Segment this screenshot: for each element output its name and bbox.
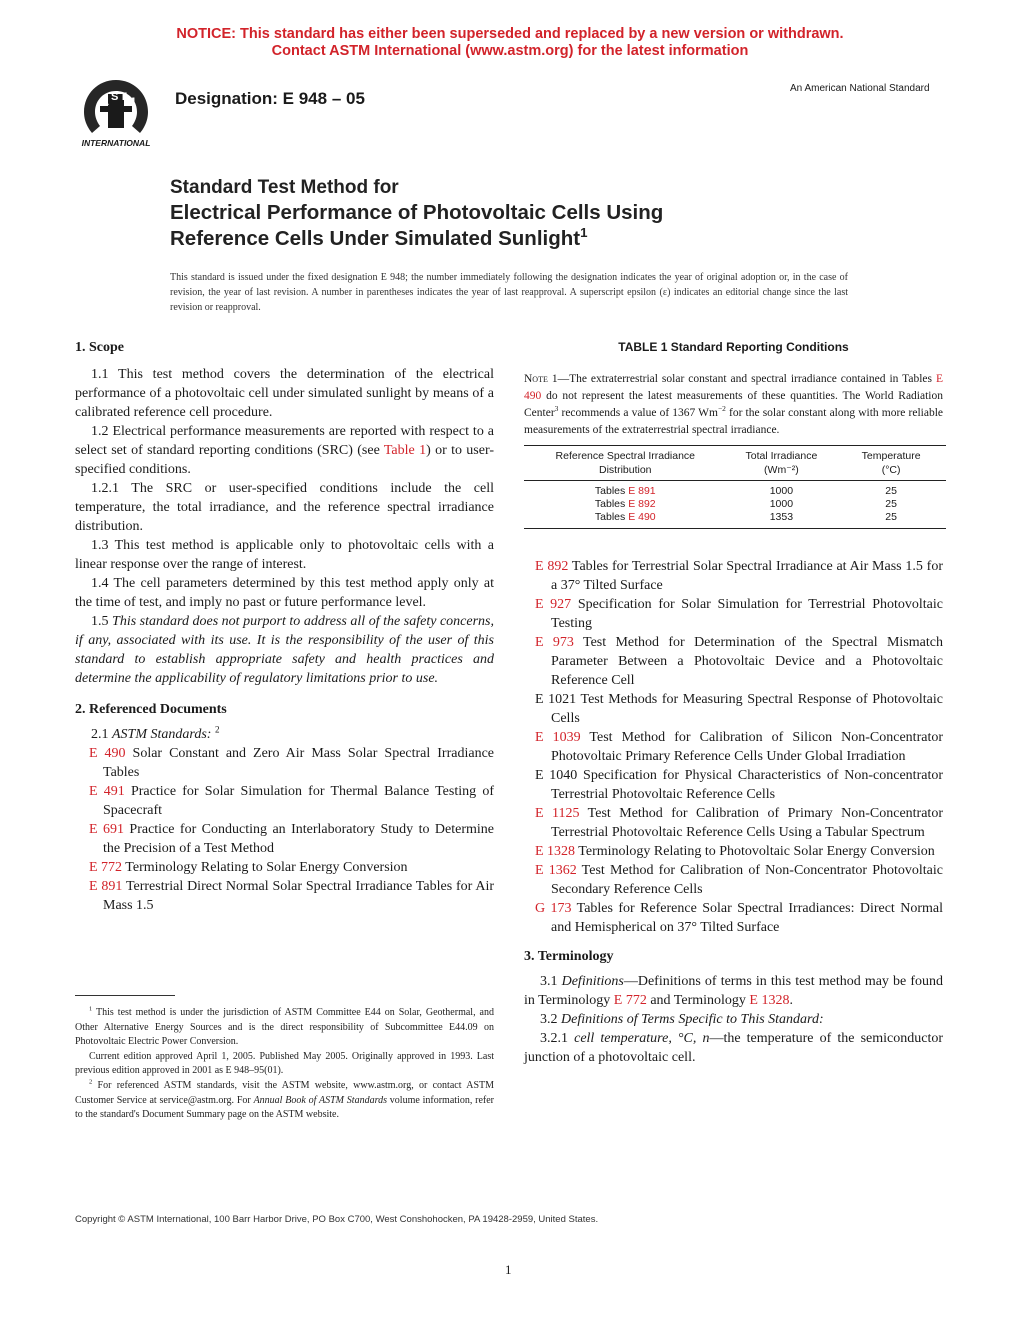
- reference-e490: [75, 744, 494, 782]
- para-3-2-1: 3.2.1 cell temperature, °C, n—the temperature of the semiconductor junction of a photovoltaic cell.: [524, 1031, 944, 1065]
- reference-e772: [75, 858, 494, 877]
- table-row: [524, 481, 946, 499]
- column-header-total-irradiance: Total Irradiance (Wm⁻²): [727, 446, 837, 481]
- issuance-statement: This standard is issued under the fixed designation E 948; the number immediately following the designation indicates the year of original adoption or, in the case of revision, the year of last revision. A number in parentheses indicates the year of last reapproval. A superscript epsilon (ε) indicates an editorial change since the last revision or reapproval.: [170, 272, 848, 313]
- table-row: [524, 511, 946, 529]
- reference-e691: [75, 820, 494, 858]
- footnote-divider: [75, 995, 175, 996]
- reference-code: E 1040: [535, 768, 578, 783]
- title-line-2: Electrical Performance of Photovoltaic Cells Using: [170, 201, 664, 224]
- terminology-e772-link[interactable]: E 772: [613, 993, 647, 1008]
- reference-e973: [524, 633, 943, 690]
- document-title: [170, 176, 663, 252]
- reference-code[interactable]: G 173: [535, 901, 572, 916]
- reference-title: Solar Constant and Zero Air Mass Solar Spectral Irradiance Tables: [103, 746, 494, 780]
- logo-subtitle: INTERNATIONAL: [81, 138, 151, 148]
- reference-code[interactable]: E 927: [535, 597, 572, 612]
- page-number: 1: [505, 1262, 512, 1277]
- para-3-1: 3.1 Definitions—Definitions of terms in this test method may be found in Terminology E 772 and Terminology E 1328.: [524, 974, 944, 1008]
- reference-code[interactable]: E 973: [535, 635, 574, 650]
- para-1-2: 1.2 Electrical performance measurements are reported with respect to a select set of standard reporting conditions (SRC) (see Table 1) or to user-specified conditions.: [75, 424, 494, 477]
- reference-e1328: [524, 842, 943, 861]
- reference-title: Tables for Reference Solar Spectral Irradiances: Direct Normal and Hemispherical on 37° Tilted Surface: [551, 901, 943, 935]
- standard-reporting-conditions-table: [524, 445, 946, 529]
- irradiance-cell: 1000: [769, 498, 794, 510]
- reference-g173: [524, 899, 943, 937]
- table-header-row: [524, 446, 946, 481]
- table-standard-link[interactable]: E 891: [628, 485, 656, 497]
- distribution-cell: Tables E 891: [594, 485, 656, 497]
- referenced-documents-heading: 2. Referenced Documents: [75, 702, 227, 717]
- svg-text:S: S: [111, 91, 119, 103]
- reference-e892: [524, 557, 943, 595]
- para-1-1: 1.1 This test method covers the determination of the electrical performance of a photovoltaic cell under simulated sunlight by means of a calibrated reference cell procedure.: [75, 367, 494, 420]
- para-1-5: 1.5 This standard does not purport to address all of the safety concerns, if any, associated with its use. It is the responsibility of the user of this standard to establish appropriate safety and health practices and determine the applicability of regulatory limitations prior to use.: [75, 614, 494, 686]
- svg-text:M: M: [126, 96, 136, 108]
- reference-code: E 1021: [535, 692, 577, 707]
- table-standard-link[interactable]: E 892: [628, 498, 656, 510]
- reference-code[interactable]: E 491: [89, 784, 125, 799]
- para-1-3: 1.3 This test method is applicable only to photovoltaic cells with a linear response over the range of interest.: [75, 538, 494, 572]
- table-standard-link[interactable]: E 490: [628, 511, 656, 523]
- reference-title: Specification for Physical Characteristics of Non-concentrator Terrestrial Photovoltaic Reference Cells: [551, 768, 943, 802]
- reference-e1125: [524, 804, 943, 842]
- designation: Designation: E 948 – 05: [175, 89, 365, 108]
- footnote-2: $^2$ For referenced ASTM standards, visit the ASTM website, www.astm.org, or contact ASTM Customer Service at service@astm.org. For Annual Book of ASTM Standards volume information, refer to the standard's Document Summary page on the ASTM website.: [75, 1078, 494, 1121]
- table-1-title: TABLE 1 Standard Reporting Conditions: [618, 340, 849, 354]
- left-column: [75, 338, 494, 915]
- footnote-1-edition: Current edition approved April 1, 2005. Published May 2005. Originally approved in 1993. Last previous edition approved in 2001 as E 948–95(01).: [75, 1050, 494, 1077]
- reference-e927: [524, 595, 943, 633]
- column-header-distribution: Reference Spectral Irradiance Distribution: [524, 446, 727, 481]
- reference-code[interactable]: E 490: [89, 746, 126, 761]
- reference-e1040: [524, 766, 943, 804]
- reference-e1362: [524, 861, 943, 899]
- right-column: [524, 338, 943, 1067]
- reference-title: Test Methods for Measuring Spectral Response of Photovoltaic Cells: [551, 692, 943, 726]
- reference-title: Terrestrial Direct Normal Solar Spectral Irradiance Tables for Air Mass 1.5: [103, 879, 494, 913]
- footnotes: [75, 1006, 494, 1123]
- astm-logo: [70, 76, 162, 152]
- table-1-note: Note 1—The extraterrestrial solar constant and spectral irradiance contained in Tables E 490 do not represent the latest measurements of these quantities. The World Radiation Center$^3$ recommends a value of 1367 $Wm^{-2}$ for the solar constant along with more reliable measurements of the extraterrestrial spectral irradiance.: [524, 373, 943, 436]
- title-line-1: Standard Test Method for: [170, 177, 399, 198]
- scope-heading: 1. Scope: [75, 340, 124, 355]
- title-line-3: Reference Cells Under Simulated Sunlight: [170, 227, 581, 250]
- reference-title: Tables for Terrestrial Solar Spectral Irradiance at Air Mass 1.5 for a 37° Tilted Surface: [551, 559, 943, 593]
- terminology-e1328-link[interactable]: E 1328: [749, 993, 790, 1008]
- copyright: Copyright © ASTM International, 100 Barr Harbor Drive, PO Box C700, West Conshohocken, PA 19428-2959, United States.: [75, 1214, 599, 1225]
- reference-e1039: [524, 728, 943, 766]
- terminology-heading: 3. Terminology: [524, 949, 614, 964]
- withdrawal-notice: [0, 26, 1020, 60]
- svg-text:T: T: [120, 91, 127, 103]
- note-e490-link[interactable]: E 490: [524, 373, 943, 402]
- reference-e491: [75, 782, 494, 820]
- reference-code[interactable]: E 892: [535, 559, 569, 574]
- reference-title: Terminology Relating to Solar Energy Conversion: [122, 860, 408, 875]
- table-row: [524, 498, 946, 511]
- reference-e891: [75, 877, 494, 915]
- astm-standards-subheading: 2.1 ASTM Standards: $^2$: [91, 724, 220, 742]
- distribution-cell: Tables E 490: [524, 511, 727, 529]
- reference-title: Practice for Solar Simulation for Thermal Balance Testing of Spacecraft: [103, 784, 494, 818]
- reference-code[interactable]: E 772: [89, 860, 123, 875]
- footnote-1: $^1$ This test method is under the jurisdiction of ASTM Committee E44 on Solar, Geothermal, and Other Alternative Energy Sources and is the direct responsibility of Subcommittee E44.09 on Photovoltaic Electric Power Conversion.: [75, 1005, 494, 1048]
- left-reference-list: [75, 744, 494, 915]
- irradiance-cell: 1353: [727, 511, 837, 529]
- temperature-cell: 25: [885, 485, 897, 497]
- table-1-link[interactable]: Table 1: [383, 443, 427, 458]
- reference-title: Specification for Solar Simulation for Terrestrial Photovoltaic Testing: [551, 597, 943, 631]
- national-standard-label: An American National Standard: [790, 83, 930, 94]
- svg-text:A: A: [101, 96, 109, 108]
- reference-title: Terminology Relating to Photovoltaic Solar Energy Conversion: [575, 844, 935, 859]
- temperature-cell: 25: [836, 511, 946, 529]
- reference-e1021: [524, 690, 943, 728]
- reference-code[interactable]: E 1328: [535, 844, 576, 859]
- para-1-4: 1.4 The cell parameters determined by this test method apply only at the time of test, and imply no past or future performance level.: [75, 576, 494, 610]
- notice-line-2: Contact ASTM International (www.astm.org) for the latest information: [271, 43, 749, 59]
- right-reference-list: [524, 557, 943, 937]
- column-header-temperature: Temperature (°C): [836, 446, 946, 481]
- reference-title: Test Method for Determination of the Spectral Mismatch Parameter Between a Photovoltaic Device and a Photovoltaic Reference Cell: [551, 635, 943, 688]
- para-1-2-1: 1.2.1 The SRC or user-specified conditions include the cell temperature, the total irradiance, and the reference spectral irradiance distribution.: [75, 481, 494, 534]
- reference-code[interactable]: E 691: [89, 822, 124, 837]
- reference-title: Practice for Conducting an Interlaboratory Study to Determine the Precision of a Test Method: [103, 822, 494, 856]
- temperature-cell: 25: [885, 498, 897, 510]
- reference-code[interactable]: E 1125: [535, 806, 580, 821]
- reference-code[interactable]: E 1039: [535, 730, 581, 745]
- distribution-cell: Tables E 892: [594, 498, 656, 510]
- reference-code[interactable]: E 891: [89, 879, 123, 894]
- notice-line-1: NOTICE: This standard has either been superseded and replaced by a new version or withdrawn.: [176, 26, 844, 42]
- reference-title: Test Method for Calibration of Silicon Non-Concentrator Photovoltaic Primary Reference Cells Under Global Irradiation: [551, 730, 943, 764]
- para-3-2: 3.2 Definitions of Terms Specific to This Standard:: [540, 1012, 824, 1027]
- irradiance-cell: 1000: [769, 485, 794, 497]
- reference-code[interactable]: E 1362: [535, 863, 577, 878]
- reference-title: Test Method for Calibration of Primary Non-Concentrator Terrestrial Photovoltaic Reference Cells Using a Tabular Spectrum: [551, 806, 943, 840]
- title-footnote-mark: 1: [580, 225, 588, 241]
- reference-title: Test Method for Calibration of Non-Concentrator Photovoltaic Secondary Reference Cells: [551, 863, 943, 897]
